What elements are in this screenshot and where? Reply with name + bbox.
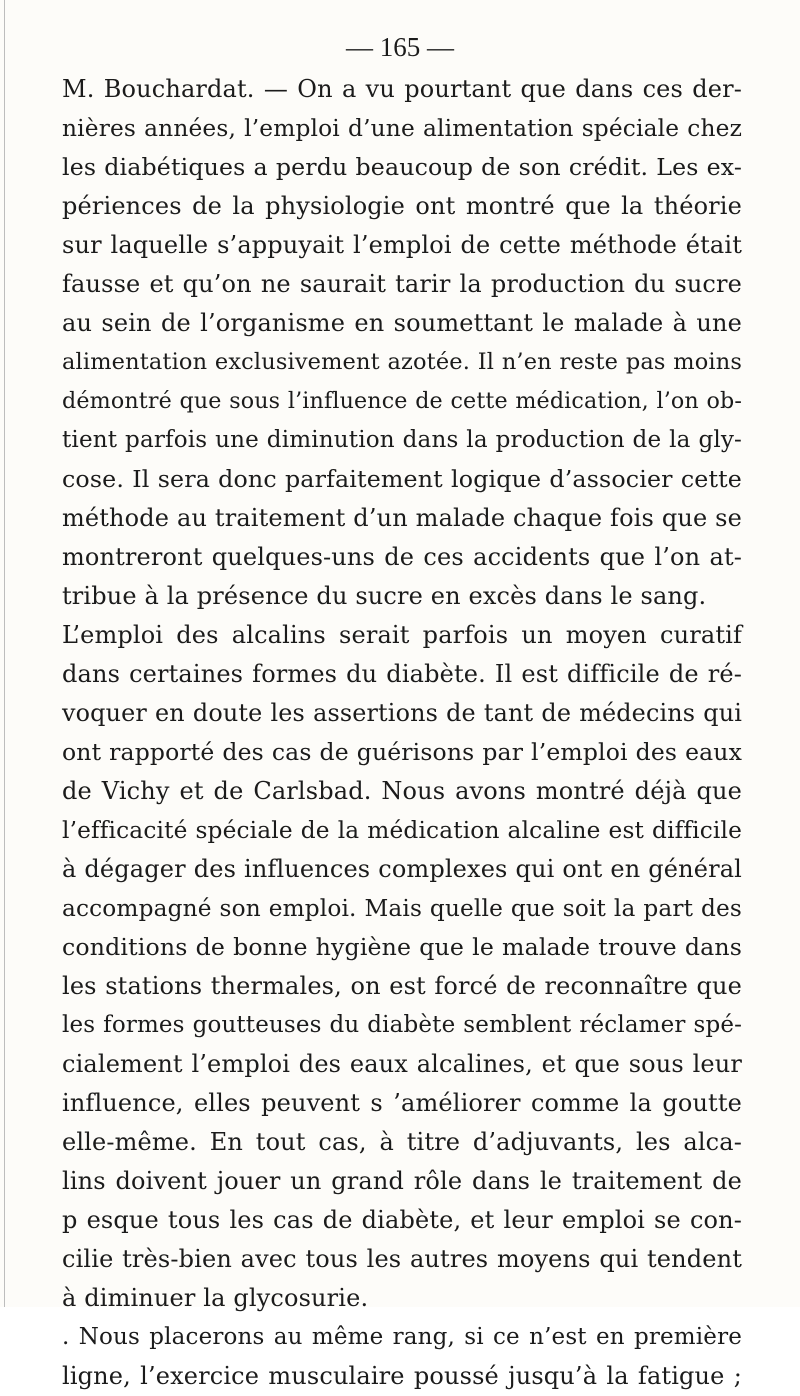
text-line: montreront quelques-uns de ces accidents que l’on at- — [62, 543, 742, 571]
text-line: ligne, l’exercice musculaire poussé jusqu’à la fatigue ; — [62, 1362, 742, 1390]
page-edge-line — [4, 0, 5, 1307]
text-line: conditions de bonne hygiène que le malade trouve dans — [62, 933, 742, 961]
text-line: alimentation exclusivement azotée. Il n’en reste pas moins — [62, 349, 742, 375]
text-line: ont rapporté des cas de guérisons par l’emploi des eaux — [62, 738, 742, 766]
text-line: lins doivent jouer un grand rôle dans le traitement de — [62, 1167, 742, 1195]
text-line: cilie très-bien avec tous les autres moyens qui tendent — [62, 1245, 742, 1273]
text-line: les diabétiques a perdu beaucoup de son crédit. Les ex- — [62, 153, 742, 181]
text-line: l’efficacité spéciale de la médication alcaline est difficile — [62, 817, 742, 844]
text-line: au sein de l’organisme en soumettant le malade à une — [62, 309, 742, 337]
text-line: cialement l’emploi des eaux alcalines, et que sous leur — [62, 1050, 742, 1078]
text-line: voquer en doute les assertions de tant de médecins qui — [62, 699, 742, 727]
page-number: — 165 — — [346, 32, 454, 62]
body-text — [62, 70, 742, 1396]
text-line: cose. Il sera donc parfaitement logique d’associer cette — [62, 465, 742, 493]
text-line: à dégager des influences complexes qui ont en général — [62, 855, 742, 883]
text-line: démontré que sous l’influence de cette médication, l’on ob- — [62, 388, 742, 414]
text-line: dans certaines formes du diabète. Il est difficile de ré- — [62, 660, 742, 688]
text-line: sur laquelle s’appuyait l’emploi de cette méthode était — [62, 231, 742, 259]
text-line: de Vichy et de Carlsbad. Nous avons montré déjà que — [62, 777, 742, 805]
text-line: méthode au traitement d’un malade chaque fois que se — [62, 504, 742, 532]
text-line: p esque tous les cas de diabète, et leur emploi se con- — [62, 1206, 742, 1234]
paragraph-end-line: à diminuer la glycosurie. — [62, 1284, 369, 1312]
text-line: périences de la physiologie ont montré que la théorie — [62, 192, 742, 220]
text-line: tient parfois une diminution dans la production de la gly- — [62, 427, 742, 453]
text-line: M. Bouchardat. — On a vu pourtant que dans ces der- — [62, 75, 742, 103]
text-line: nières années, l’emploi d’une alimentation spéciale chez — [62, 115, 742, 142]
text-line: elle-même. En tout cas, à titre d’adjuvants, les alca- — [62, 1128, 742, 1156]
paragraph-end-line: tribue à la présence du sucre en excès dans le sang. — [62, 582, 707, 610]
text-line: influence, elles peuvent s ’améliorer comme la goutte — [62, 1089, 742, 1117]
text-line: L’emploi des alcalins serait parfois un moyen curatif — [62, 621, 742, 649]
text-line: fausse et qu’on ne saurait tarir la production du sucre — [62, 270, 742, 298]
text-line: les stations thermales, on est forcé de reconnaître que — [62, 972, 742, 1000]
text-line: . Nous placerons au même rang, si ce n’est en première — [62, 1324, 742, 1350]
text-line: les formes goutteuses du diabète semblent réclamer spé- — [62, 1012, 742, 1038]
text-line: accompagné son emploi. Mais quelle que soit la part des — [62, 895, 742, 922]
